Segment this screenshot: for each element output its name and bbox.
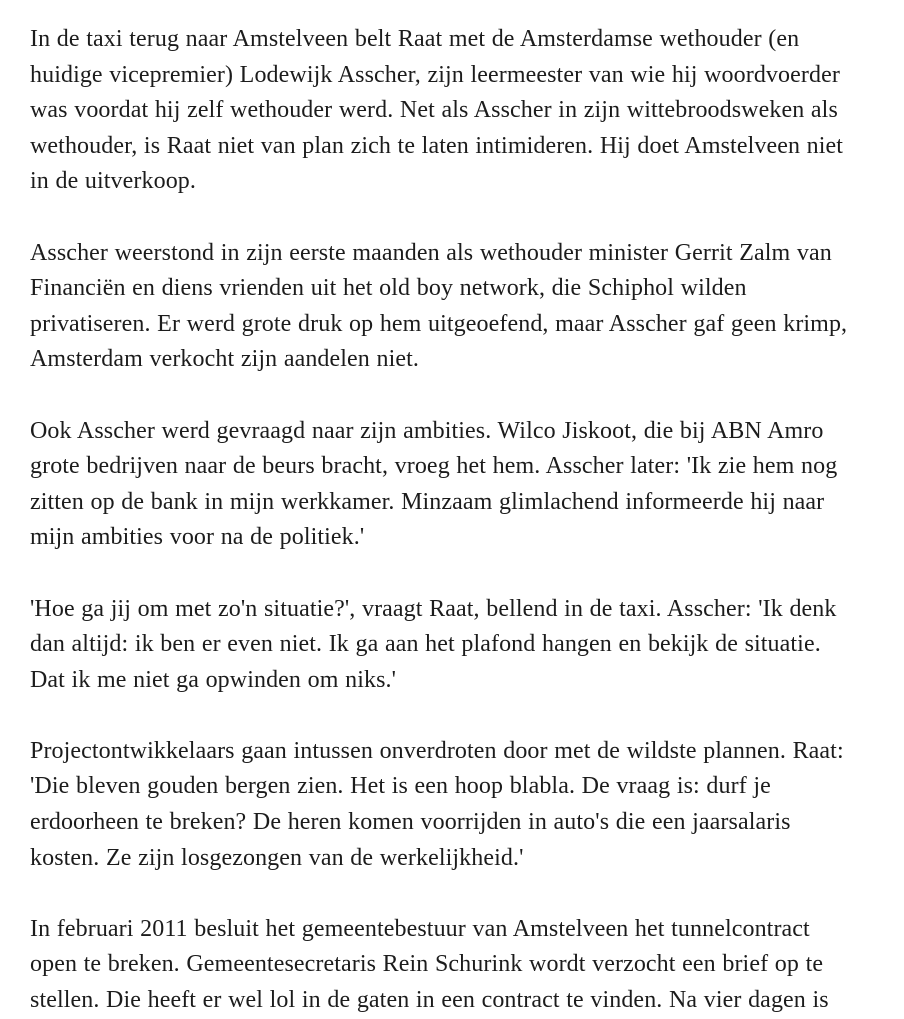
article-paragraph: 'Hoe ga jij om met zo'n situatie?', vraagt Raat, bellend in de taxi. Asscher: 'Ik denk dan altijd: ik ben er even niet. Ik ga aan het plafond hangen en bekijk de situatie. Dat ik me niet ga opwinden om niks.' bbox=[30, 595, 837, 693]
article-paragraph: In de taxi terug naar Amstelveen belt Raat met de Amsterdamse wethouder (en huidige vicepremier) Lodewijk Asscher, zijn leermeester van wie hij woordvoerder was voordat hij zelf wethouder werd. Net als Asscher in zijn wittebroodsweken als wethouder, is Raat niet van plan zich te laten intimideren. Hij doet Amstelveen niet in de uitverkoop. bbox=[30, 26, 844, 195]
article-paragraph: Ook Asscher werd gevraagd naar zijn ambities. Wilco Jiskoot, die bij ABN Amro grote bedrijven naar de beurs bracht, vroeg het hem. Asscher later: 'Ik zie hem nog zitten op de bank in mijn werkkamer. Minzaam glimlachend informeerde hij naar mijn ambities voor na de politiek.' bbox=[30, 417, 838, 551]
article-paragraph: Asscher weerstond in zijn eerste maanden als wethouder minister Gerrit Zalm van Financiën en diens vrienden uit het old boy network, die Schiphol wilden privatiseren. Er werd grote druk op hem uitgeoefend, maar Asscher gaf geen krimp, Amsterdam verkocht zijn aandelen niet. bbox=[30, 239, 848, 373]
article-paragraph: Projectontwikkelaars gaan intussen onverdroten door met de wildste plannen. Raat: 'Die bleven gouden bergen zien. Het is een hoop blabla. De vraag is: durf je erdoorheen te breken? De heren komen voorrijden in auto's die een jaarsalaris kosten. Ze zijn losgezongen van de werkelijkheid.' bbox=[30, 737, 844, 871]
article-paragraph: In februari 2011 besluit het gemeentebestuur van Amstelveen het tunnelcontract open te breken. Gemeentesecretaris Rein Schurink wordt verzocht een brief op te stellen. Die heeft er wel lol in de gaten in een contract te vinden. Na vier dagen is bbox=[30, 915, 829, 1014]
